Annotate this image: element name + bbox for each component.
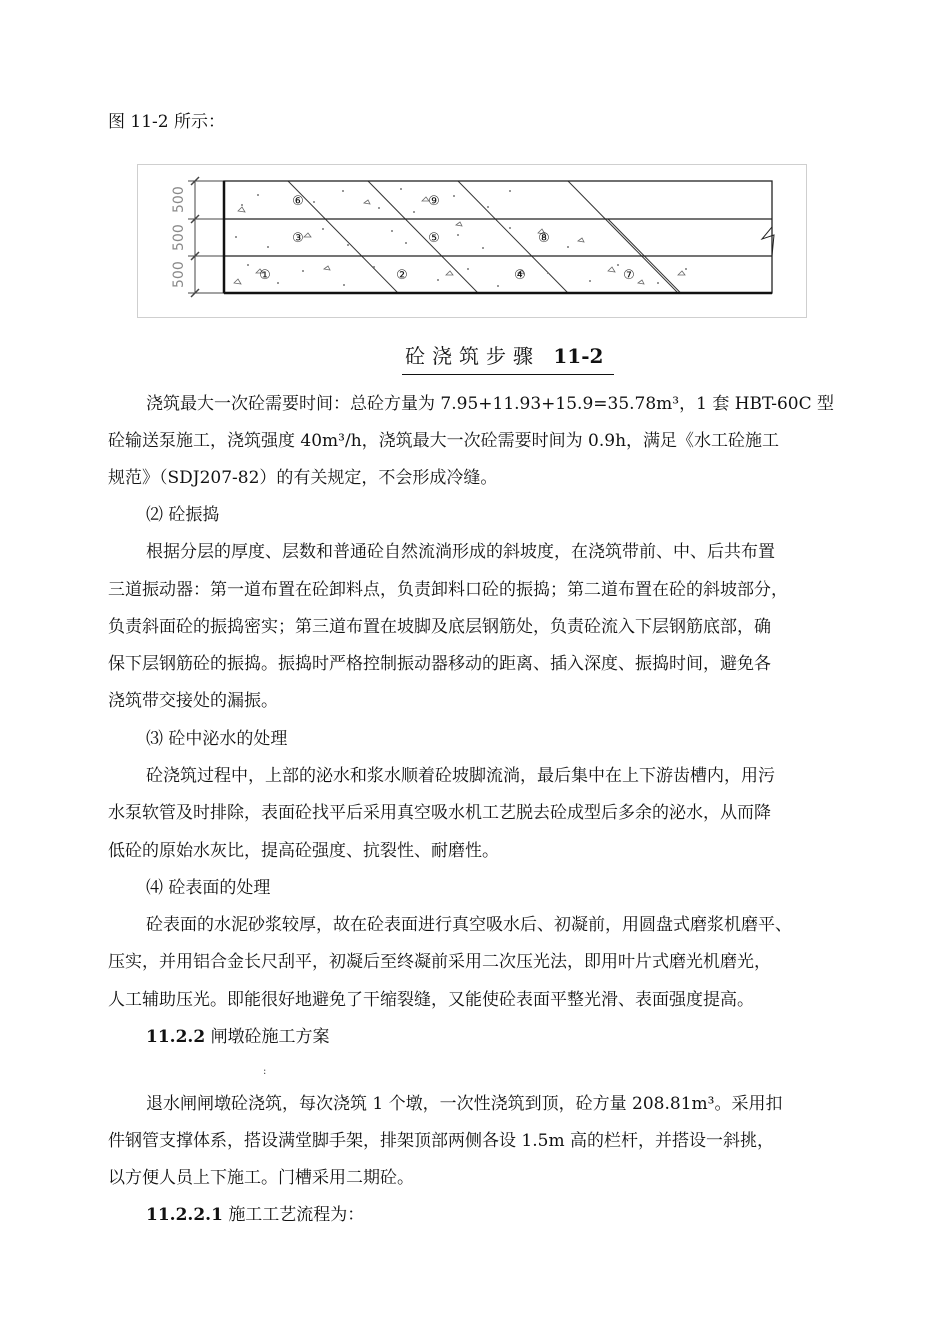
intro-text: 图 11-2 所示： (108, 112, 225, 132)
paragraph-line: 退水闸闸墩砼浇筑，每次浇筑 1 个墩，一次性浇筑到顶，砼方量 208.81m³。采用扣 (146, 1094, 783, 1114)
section-number: 11.2.2.1 (146, 1205, 223, 1225)
step-label: ② (396, 268, 408, 283)
section-title: 闸墩砼施工方案 (210, 1027, 330, 1047)
pour-boundary-lines (288, 181, 718, 317)
section-heading-11-2-2 (146, 1025, 330, 1049)
step-label: ① (259, 268, 271, 283)
caption-underline (402, 374, 614, 375)
paragraph-line: 砼表面的水泥砂浆较厚，故在砼表面进行真空吸水后、初凝前，用圆盘式磨浆机磨平、 (146, 915, 792, 935)
paragraph-line: 浇筑最大一次砼需要时间：总砼方量为 7.95+11.93+15.9=35.78m³，1 套 HBT-60C 型 (146, 394, 834, 414)
paragraph-line: 规范》（SDJ207-82）的有关规定，不会形成冷缝。 (108, 468, 498, 488)
paragraph-line: 水泵软管及时排除，表面砼找平后采用真空吸水机工艺脱去砼成型后多余的泌水，从而降 (108, 803, 771, 823)
pour-layers-diagram (138, 165, 806, 317)
pour-steps-figure (137, 164, 807, 318)
section-number: 11.2.2 (146, 1027, 206, 1047)
dimension-label-top: 500 (171, 186, 187, 213)
paragraph-line: 负责斜面砼的振捣密实；第三道布置在坡脚及底层钢筋处，负责砼流入下层钢筋底部，确 (108, 617, 771, 637)
subheading-vibration: ⑵ 砼振捣 (146, 505, 220, 525)
paragraph-line: 浇筑带交接处的漏振。 (108, 691, 278, 711)
step-label: ③ (292, 231, 304, 246)
dimension-label-bottom: 500 (171, 261, 187, 288)
step-label: ⑧ (538, 231, 550, 246)
step-label: ⑤ (428, 231, 440, 246)
paragraph-line: 保下层钢筋砼的振捣。振捣时严格控制振动器移动的距离、插入深度、振捣时间，避免各 (108, 654, 771, 674)
paragraph-line: 低砼的原始水灰比，提高砼强度、抗裂性、耐磨性。 (108, 841, 499, 861)
caption-text: 砼浇筑步骤 (405, 344, 540, 368)
section-title: 施工工艺流程为： (228, 1205, 365, 1225)
caption-number: 11-2 (553, 344, 604, 368)
stray-dots: : (263, 1066, 267, 1077)
subheading-bleeding: ⑶ 砼中泌水的处理 (146, 729, 288, 749)
paragraph-line: 砼输送泵施工，浇筑强度 40m³/h，浇筑最大一次砼需要时间为 0.9h，满足《水工砼施工 (108, 431, 780, 451)
step-label: ④ (514, 268, 526, 283)
figure-caption (405, 342, 603, 370)
section-heading-11-2-2-1 (146, 1203, 364, 1227)
paragraph-line: 压实，并用铝合金长尺刮平，初凝后至终凝前采用二次压光法，即用叶片式磨光机磨光， (108, 952, 771, 972)
paragraph-line: 三道振动器：第一道布置在砼卸料点，负责卸料口砼的振捣；第二道布置在砼的斜坡部分， (108, 580, 788, 600)
step-label: ⑨ (428, 194, 440, 209)
step-label: ⑦ (623, 268, 635, 283)
step-label: ⑥ (292, 194, 304, 209)
dimension-label-middle: 500 (171, 224, 187, 251)
paragraph-line: 人工辅助压光。即能很好地避免了干缩裂缝，又能使砼表面平整光滑、表面强度提高。 (108, 990, 754, 1010)
paragraph-line: 根据分层的厚度、层数和普通砼自然流淌形成的斜坡度，在浇筑带前、中、后共布置 (146, 542, 775, 562)
paragraph-line: 以方便人员上下施工。门槽采用二期砼。 (108, 1168, 414, 1188)
subheading-surface: ⑷ 砼表面的处理 (146, 878, 271, 898)
paragraph-line: 砼浇筑过程中，上部的泌水和浆水顺着砼坡脚流淌，最后集中在上下游齿槽内，用污 (146, 766, 775, 786)
paragraph-line: 件钢管支撑体系，搭设满堂脚手架，排架顶部两侧各设 1.5m 高的栏杆，并搭设一斜挑， (108, 1131, 774, 1151)
